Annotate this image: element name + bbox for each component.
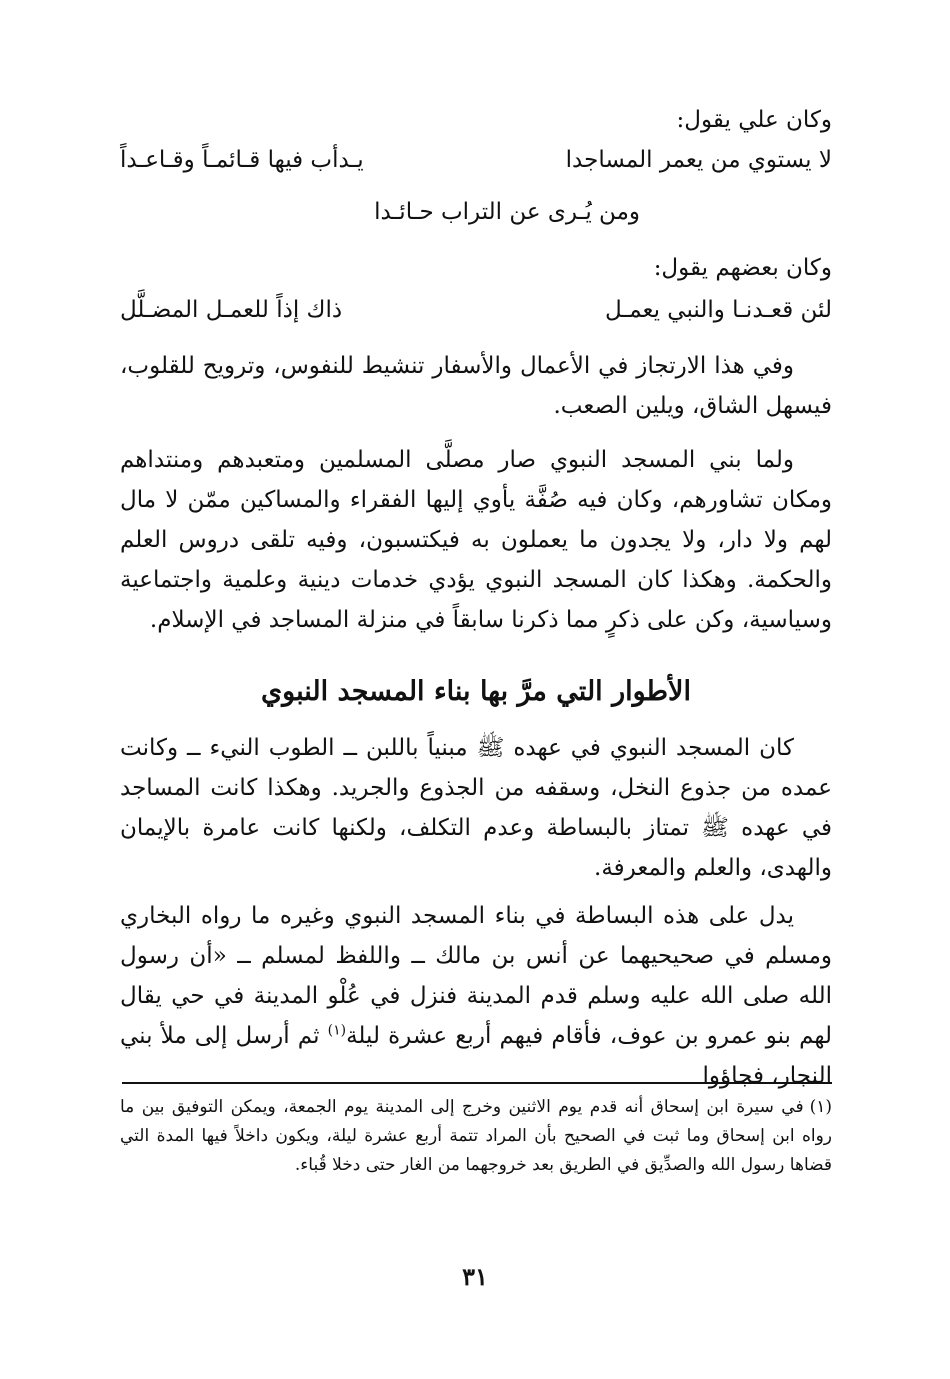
verse-1-line-1 bbox=[120, 140, 832, 180]
footnote-divider bbox=[122, 1082, 832, 1084]
ali-quote-intro bbox=[120, 100, 832, 140]
verse-1-line-2 bbox=[374, 192, 640, 232]
verse-2-line bbox=[120, 290, 832, 330]
section-heading: الأطوار التي مرَّ بها بناء المسجد النبوي bbox=[261, 676, 691, 707]
paragraph-mosque-construction: كان المسجد النبوي في عهده ﷺ مبنياً باللبن ــ الطوب النيء ــ وكانت عمده من جذوع النخل، وسقفه من الجذوع والجريد. وهكذا كانت المساجد في عهده ﷺ تمتاز بالبساطة وعدم التكلف، ولكنها كانت عامرة بالإيمان والهدى، والعلم والمعرفة. bbox=[120, 735, 832, 881]
paragraph-hadith-text: يدل على هذه البساطة في بناء المسجد النبوي وغيره ما رواه البخاري ومسلم في صحيحيهما عن أنس بن مالك ــ واللفظ لمسلم ــ «أن رسول الله صلى الله عليه وسلم قدم المدينة فنزل في عُلْو المدينة في حي يقال لهم بنو عمرو بن عوف، فأقام فيهم أربع عشرة ليلة bbox=[120, 903, 832, 1049]
some-quote-intro bbox=[120, 248, 832, 288]
paragraph-mosque-role: ولما بني المسجد النبوي صار مصلَّى المسلمين ومتعبدهم ومنتداهم ومكان تشاورهم، وكان فيه صُفَّة يأوي إليها الفقراء والمساكين ممّن لا مال لهم ولا دار، ولا يجدون ما يعملون به فيكتسبون، وفيه تلقى دروس العلم والحكمة. وهكذا كان المسجد النبوي يؤدي خدمات دينية وعلمية واجتماعية وسياسية، وكن على ذكرٍ مما ذكرنا سابقاً في منزلة المساجد في الإسلام. bbox=[120, 447, 832, 633]
footnote-text: في سيرة ابن إسحاق أنه قدم يوم الاثنين وخرج إلى المدينة يوم الجمعة، ويمكن التوفيق بين ما رواه ابن إسحاق وما ثبت في الصحيح بأن المراد تتمة أربع عشرة ليلة، ويكون داخلاً فيها المدة التي قضاها رسول الله والصدِّيق في الطريق بعد خروجهما من الغار حتى دخلا قُباء. bbox=[120, 1097, 832, 1175]
footnote-number: (١) bbox=[809, 1097, 832, 1117]
paragraph-hadith bbox=[120, 896, 832, 1096]
ali-quote-intro-text: وكان علي يقول: bbox=[676, 107, 832, 133]
paragraph-rajaz: وفي هذا الارتجاز في الأعمال والأسفار تنشيط للنفوس، وترويح للقلوب، فيسهل الشاق، ويلين الصعب. bbox=[120, 353, 832, 419]
verse-1-third-hemistich: ومن يُـرى عن التراب حـائـدا bbox=[374, 199, 640, 225]
verse-2-first-hemistich: لئن قعـدنـا والنبي يعمـل bbox=[605, 297, 832, 323]
verse-2-second-hemistich: ذاك إذاً للعمـل المضـلَّل bbox=[120, 297, 343, 323]
verse-1-first-hemistich: لا يستوي من يعمر المساجدا bbox=[565, 147, 832, 173]
footnote-reference[interactable]: (١) bbox=[327, 1022, 347, 1039]
footnote bbox=[120, 1093, 832, 1180]
paragraph-hadith-continuation: ثم أرسل إلى ملأ بني النجار، فجاؤوا bbox=[120, 1023, 832, 1089]
verse-1-second-hemistich: يـدأب فيها قـائمـاً وقـاعـداً bbox=[120, 147, 364, 173]
page-number: ٣١ bbox=[462, 1262, 488, 1291]
some-quote-intro-text: وكان بعضهم يقول: bbox=[653, 255, 832, 281]
